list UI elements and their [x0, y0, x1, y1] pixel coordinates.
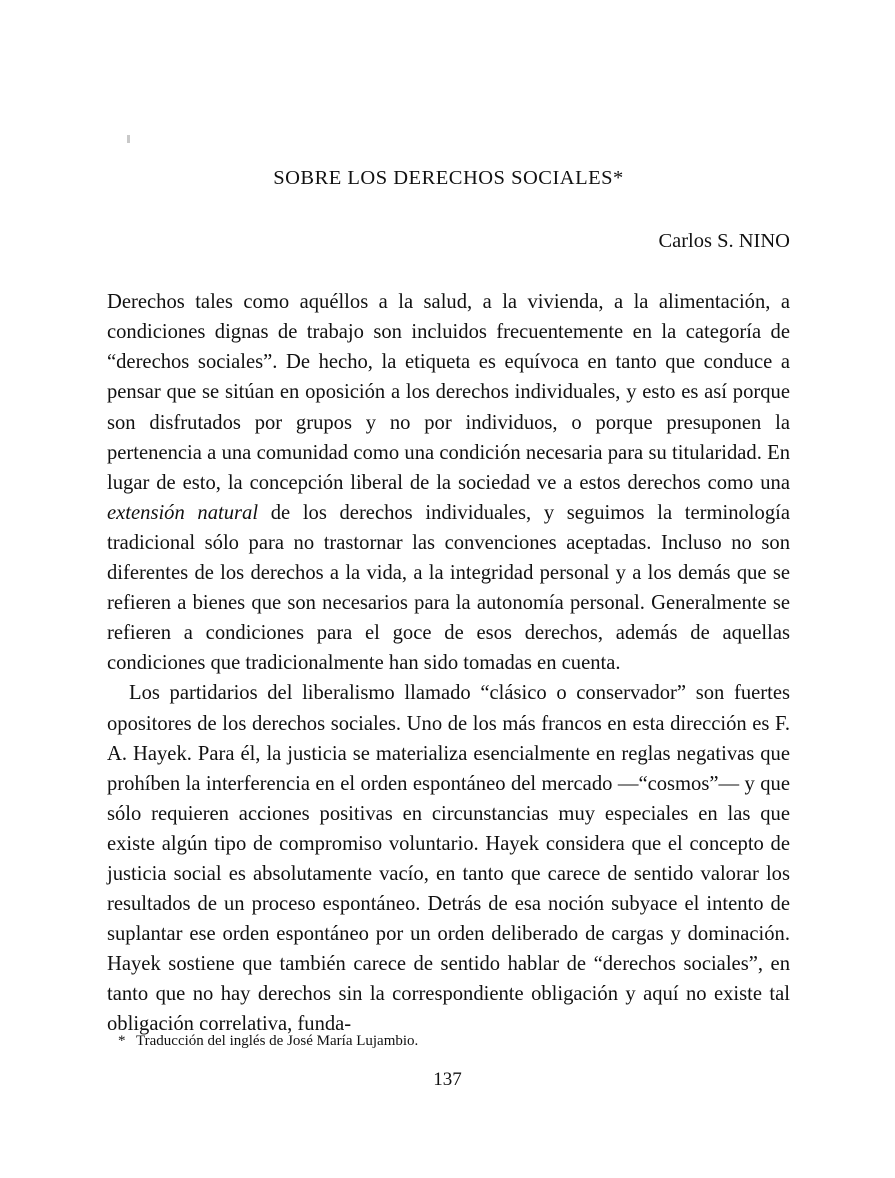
- paragraph-2: Los partidarios del liberalismo llamado “clásico o conservador” son fuertes opositores de los derechos sociales. Uno de los más francos en esta dirección es F. A. Hayek. Para él, la justicia se materializa esencialmente en reglas negativas que prohíben la interferencia en el orden espontáneo del mercado —“cosmos”— y que sólo requieren acciones positivas en circunstancias muy especiales en las que existe algún tipo de compromiso voluntario. Hayek considera que el concepto de justicia social es absolutamente vacío, en tanto que carece de sentido valorar los resultados de un proceso espontáneo. Detrás de esa noción subyace el intento de suplantar ese orden espontáneo por un orden deliberado de cargas y dominación. Hayek sostiene que también carece de sentido hablar de “derechos sociales”, en tanto que no hay derechos sin la correspondiente obligación y aquí no existe tal obligación correlativa, funda-: [107, 682, 790, 1036]
- footnote-text: Traducción del inglés de José María Lujambio.: [136, 1033, 419, 1049]
- article-title: SOBRE LOS DERECHOS SOCIALES*: [273, 167, 624, 189]
- emphasized-phrase: extensión natural: [107, 501, 259, 524]
- author-surname: NINO: [738, 229, 790, 252]
- paragraph-1: Derechos tales como aquéllos a la salud, a la vivienda, a la alimentación, a condiciones dignas de trabajo son incluidos frecuentemente en la categoría de “derechos sociales”. De hecho, la etiqueta es equívoca en tanto que conduce a pensar que se sitúan en oposición a los derechos individuales, y esto es así porque son disfrutados por grupos y no por individuos, o porque presuponen la pertenencia a una comunidad como una condición necesaria para su titularidad. En lugar de esto, la concepción liberal de la sociedad ve a estos derechos como una extensión natural de los derechos individuales, y seguimos la terminología tradicional sólo para no trastornar las convenciones aceptadas. Incluso no son diferentes de los derechos a la vida, a la integridad personal y a los demás que se refieren a bienes que son necesarios para la autonomía personal. Generalmente se refieren a condiciones para el goce de esos derechos, además de aquellas condiciones que tradicionalmente han sido tomadas en cuenta.: [107, 291, 790, 675]
- page-number: 137: [433, 1069, 462, 1090]
- author-given-name: Carlos S.: [658, 229, 739, 252]
- footnote-marker-asterisk: *: [118, 1033, 126, 1049]
- page-content-column: [107, 0, 790, 1040]
- author-byline: [107, 191, 790, 254]
- footnote-translation-credit: [118, 1031, 790, 1051]
